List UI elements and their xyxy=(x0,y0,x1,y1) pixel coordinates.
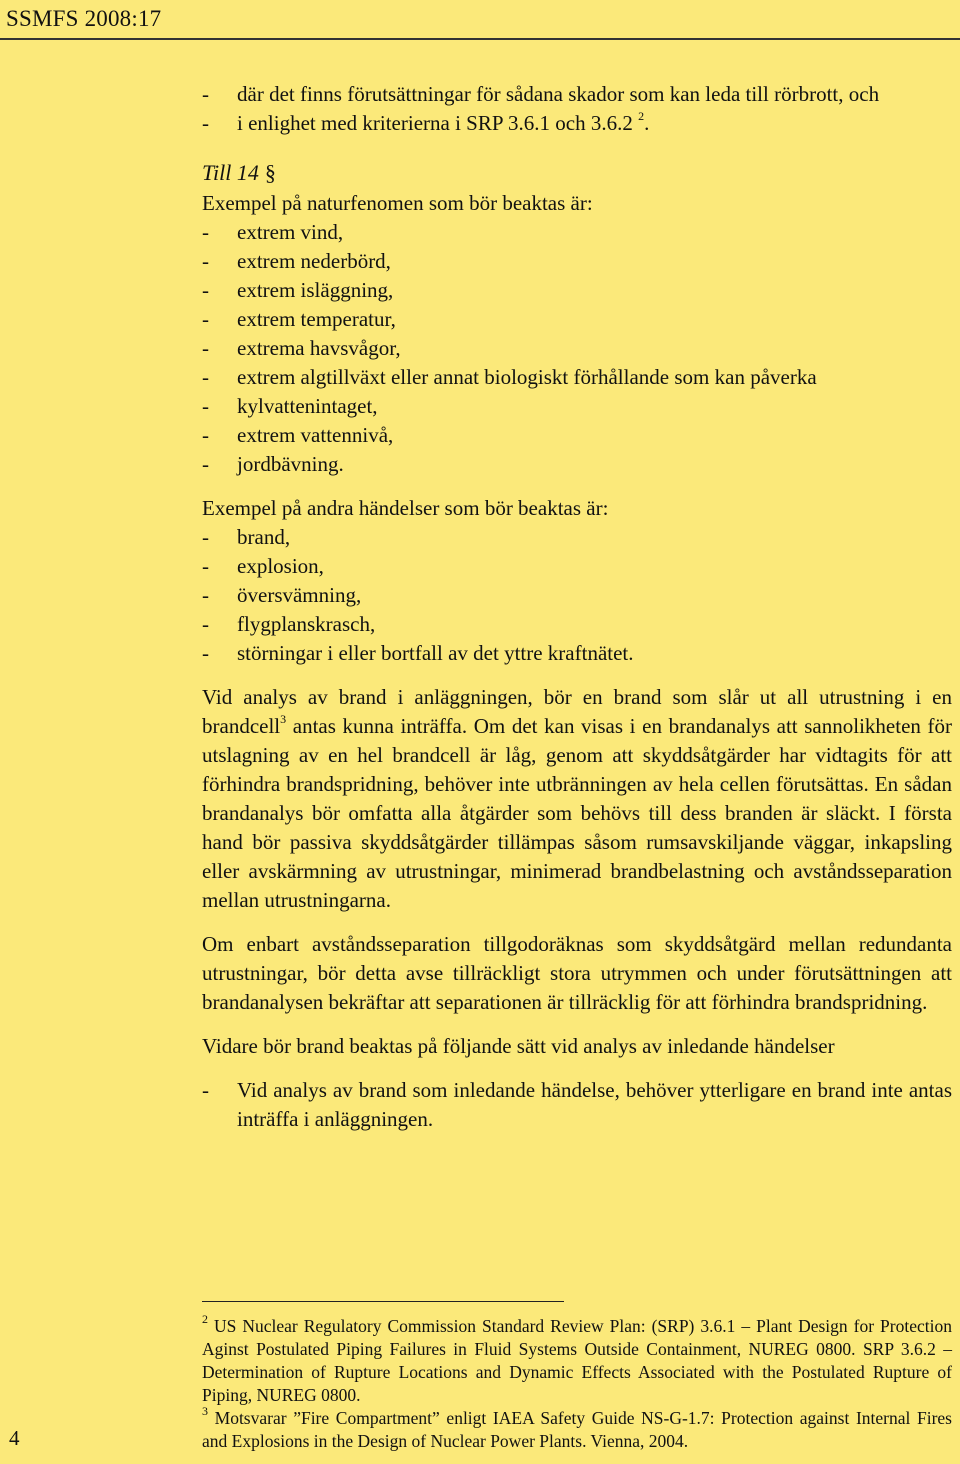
list-item-text: extrem algtillväxt eller annat biologiskt förhållande som kan påverka xyxy=(237,365,817,389)
paragraph-separation: Om enbart avståndsseparation tillgodoräknas som skyddsåtgärd mellan redundanta utrustningar, bör detta avse tillräckligt stora utrymmen och under förutsättningen att brandanalysen bekräftar att separationen är tillräcklig för att förhindra brandspridning. xyxy=(202,932,952,1014)
section-heading-label: Till 14 xyxy=(202,160,259,185)
list-item xyxy=(202,218,952,247)
list-item-text: översvämning, xyxy=(237,583,362,607)
list-item xyxy=(202,552,952,581)
list-item xyxy=(202,450,952,479)
list-item-end: . xyxy=(644,111,650,135)
list-dash: - xyxy=(202,307,209,331)
list-dash: - xyxy=(202,1078,209,1102)
footnote xyxy=(202,1312,952,1407)
intro-list-item xyxy=(202,109,952,138)
list-item xyxy=(202,421,952,450)
list-item-text: extrem nederbörd, xyxy=(237,249,391,273)
list-item xyxy=(202,523,952,552)
paragraph-further: Vidare bör brand beaktas på följande sätt vid analys av inledande händelser xyxy=(202,1034,835,1058)
footnote-ref: 3 xyxy=(280,712,287,726)
paragraph-fire-analysis xyxy=(202,683,952,915)
list-item-text: kylvattenintaget, xyxy=(237,394,378,418)
list-item-text: störningar i eller bortfall av det yttre kraftnätet. xyxy=(237,641,634,665)
list-item-text: jordbävning. xyxy=(237,452,344,476)
list-item xyxy=(202,305,952,334)
list-dash: - xyxy=(202,82,209,106)
other-intro: Exempel på andra händelser som bör beaktas är: xyxy=(202,496,609,520)
footnote-number: 2 xyxy=(202,1312,208,1327)
list-item xyxy=(202,392,952,421)
footnote-number: 3 xyxy=(202,1404,208,1419)
list-item-text: där det finns förutsättningar för sådana skador som kan leda till rörbrott, och xyxy=(237,82,880,106)
list-dash: - xyxy=(202,423,209,447)
list-dash: - xyxy=(202,525,209,549)
list-item-text: extrem temperatur, xyxy=(237,307,396,331)
footnote xyxy=(202,1404,952,1453)
list-item-text: explosion, xyxy=(237,554,324,578)
list-item xyxy=(202,610,952,639)
list-dash: - xyxy=(202,641,209,665)
list-item-text-body: i enlighet med kriterierna i SRP 3.6.1 och 3.6.2 xyxy=(237,111,633,135)
list-item-text: extrem vind, xyxy=(237,220,344,244)
list-item xyxy=(202,276,952,305)
list-item xyxy=(202,247,952,276)
footnote-ref: 2 xyxy=(638,109,645,123)
list-item xyxy=(202,581,952,610)
list-item-text: Vid analys av brand som inledande händelse, behöver ytterligare en brand inte antas inträffa i anläggningen. xyxy=(237,1078,952,1131)
intro-list-item xyxy=(202,80,952,109)
list-dash: - xyxy=(202,336,209,360)
list-item-text: extrem vattennivå, xyxy=(237,423,394,447)
paragraph-text: Vid analys av brand i anläggningen, bör en brand som slår ut all utrustning i en brandcell xyxy=(202,685,952,738)
list-item xyxy=(202,363,952,392)
list-item-text: brand, xyxy=(237,525,291,549)
natural-intro: Exempel på naturfenomen som bör beaktas är: xyxy=(202,191,593,215)
list-dash: - xyxy=(202,394,209,418)
other-list xyxy=(202,523,952,668)
section-heading xyxy=(202,158,952,187)
final-list-item xyxy=(202,1076,952,1134)
list-dash: - xyxy=(202,554,209,578)
list-item-text xyxy=(237,109,952,138)
section-symbol: § xyxy=(264,160,276,185)
list-dash: - xyxy=(202,220,209,244)
page-number: 4 xyxy=(9,1426,20,1450)
list-item xyxy=(202,334,952,363)
running-header: SSMFS 2008:17 xyxy=(6,6,162,31)
list-dash: - xyxy=(202,249,209,273)
list-item xyxy=(202,639,952,668)
list-item-text: flygplanskrasch, xyxy=(237,612,376,636)
header-rule xyxy=(0,38,960,40)
footnote-text: Motsvarar ”Fire Compartment” enligt IAEA Safety Guide NS-G-1.7: Protection against Internal Fires and Explosions in the Design of Nuclear Power Plants. Vienna, 2004. xyxy=(202,1408,952,1451)
footnotes xyxy=(202,1312,952,1453)
list-item-text: extrem isläggning, xyxy=(237,278,394,302)
list-dash: - xyxy=(202,612,209,636)
list-dash: - xyxy=(202,111,209,135)
footnote-text: US Nuclear Regulatory Commission Standard Review Plan: (SRP) 3.6.1 – Plant Design for Protection Aginst Postulated Piping Failures in Fluid Systems Outside Containment, NUREG 0800. SRP 3.6.2 – Determination of Rupture Locations and Dynamic Effects Associated with the Postulated Rupture of Piping, NUREG 0800. xyxy=(202,1316,952,1405)
list-dash: - xyxy=(202,452,209,476)
list-item-text: extrema havsvågor, xyxy=(237,336,401,360)
natural-list xyxy=(202,218,952,479)
page-body xyxy=(202,80,952,1134)
list-dash: - xyxy=(202,278,209,302)
footnote-rule xyxy=(202,1301,564,1302)
paragraph-text: antas kunna inträffa. Om det kan visas i en brandanalys att sannolikheten för utslagning av en hel brandcell är låg, genom att skyddsåtgärder har vidtagits för att förhindra brandspridning, behöver inte utbränningen av hela cellen förutsättas. En sådan brandanalys bör omfatta alla åtgärder som behövs till dess branden är släckt. I första hand bör passiva skyddsåtgärder tillämpas såsom rumsavskiljande väggar, inkapsling eller avskärmning av utrustningar, minimerad brandbelastning och avståndsseparation mellan utrustningarna. xyxy=(202,714,952,912)
list-dash: - xyxy=(202,365,209,389)
list-dash: - xyxy=(202,583,209,607)
